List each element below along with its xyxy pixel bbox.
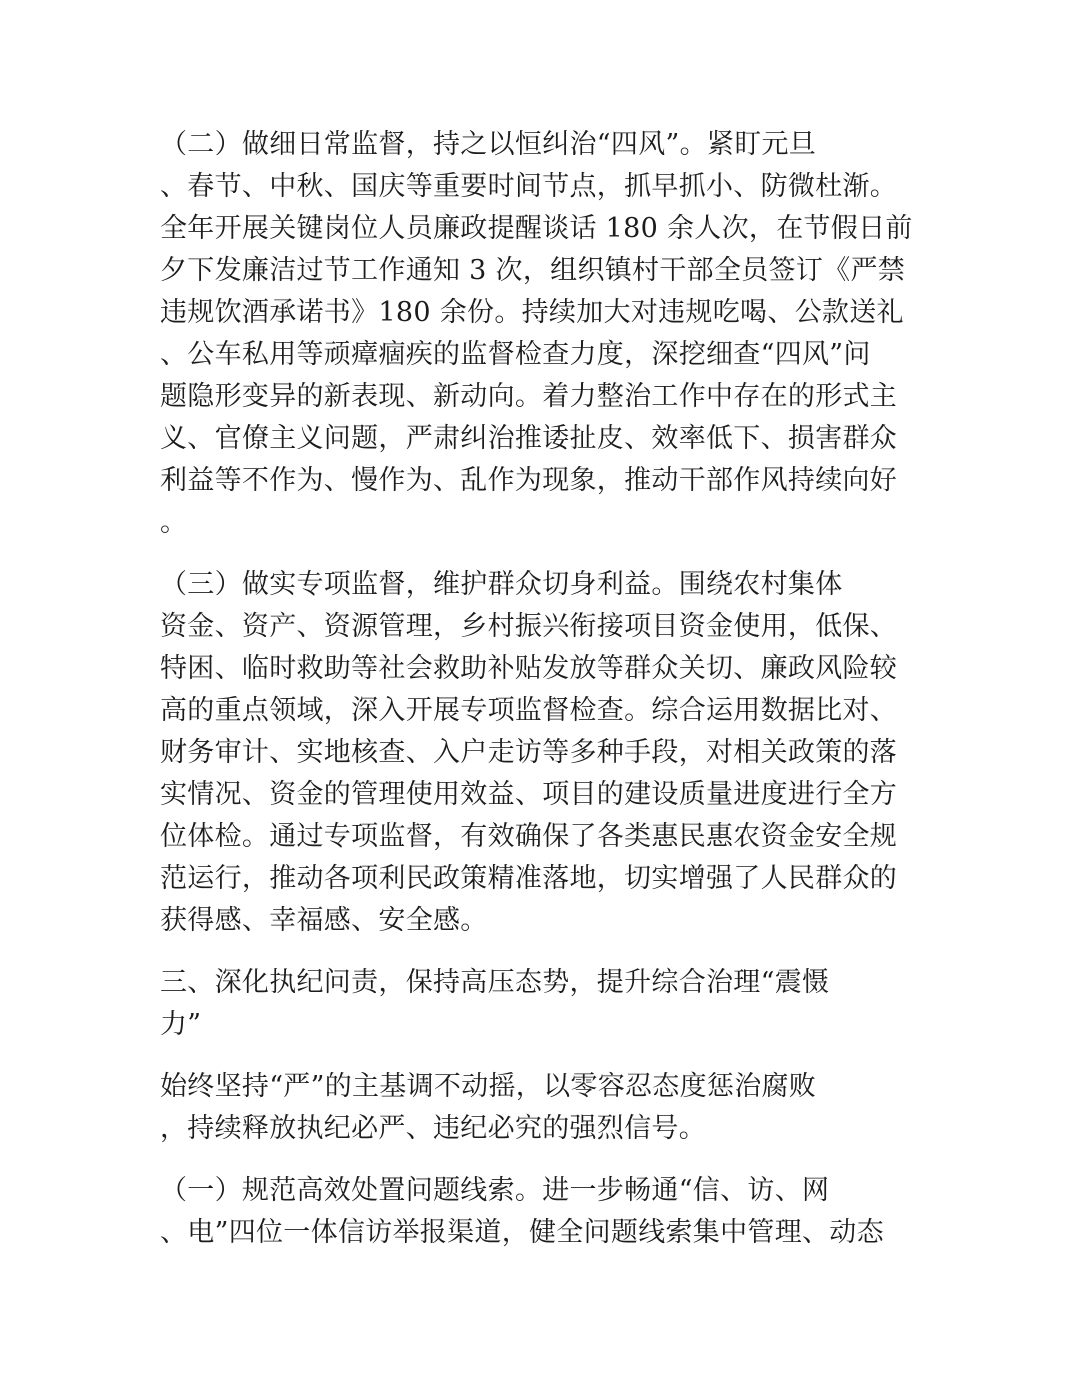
paragraph-line: 始终坚持“严”的主基调不动摇，以零容忍态度惩治腐败 [160, 1071, 817, 1102]
paragraph-line: （一）规范高效处置问题线索。进一步畅通“信、访、网 [160, 1175, 830, 1206]
paragraph-line: 义、官僚主义问题，严肃纠治推诿扯皮、效率低下、损害群众 [160, 423, 898, 454]
paragraph-line: 高的重点领域，深入开展专项监督检查。综合运用数据比对、 [160, 695, 898, 726]
section-heading-line: 三、深化执纪问责，保持高压态势，提升综合治理“震慑 [160, 967, 830, 998]
paragraph-line: 特困、临时救助等社会救助补贴发放等群众关切、廉政风险较 [160, 653, 898, 684]
paragraph-line: 题隐形变异的新表现、新动向。着力整治工作中存在的形式主 [160, 381, 898, 412]
paragraph-line: 全年开展关键岗位人员廉政提醒谈话 180 余人次，在节假日前 [160, 213, 913, 244]
paragraph-line: 位体检。通过专项监督，有效确保了各类惠民惠农资金安全规 [160, 821, 898, 852]
paragraph-line: 资金、资产、资源管理，乡村振兴衔接项目资金使用，低保、 [160, 611, 898, 642]
paragraph-line: 。 [160, 507, 188, 538]
section-heading-line: 力” [160, 1009, 202, 1040]
paragraph-line: 获得感、幸福感、安全感。 [160, 905, 488, 936]
paragraph-line: 利益等不作为、慢作为、乱作为现象，推动干部作风持续向好 [160, 465, 898, 496]
paragraph-line: 、电”四位一体信访举报渠道，健全问题线索集中管理、动态 [160, 1217, 884, 1248]
paragraph-line: 范运行，推动各项利民政策精准落地，切实增强了人民群众的 [160, 863, 898, 894]
paragraph-line: （三）做实专项监督，维护群众切身利益。围绕农村集体 [160, 569, 843, 600]
paragraph-line: 违规饮酒承诺书》180 余份。持续加大对违规吃喝、公款送礼 [160, 297, 904, 328]
paragraph-line: 财务审计、实地核查、入户走访等多种手段，对相关政策的落 [160, 737, 898, 768]
paragraph-line: ，持续释放执纪必严、违纪必究的强烈信号。 [160, 1113, 706, 1144]
paragraph-line: 夕下发廉洁过节工作通知 3 次，组织镇村干部全员签订《严禁 [160, 255, 906, 286]
paragraph-line: （二）做细日常监督，持之以恒纠治“四风”。紧盯元旦 [160, 129, 817, 160]
paragraph-line: 、公车私用等顽瘴痼疾的监督检查力度，深挖细查“四风”问 [160, 339, 871, 370]
paragraph-line: 实情况、资金的管理使用效益、项目的建设质量进度进行全方 [160, 779, 898, 810]
paragraph-line: 、春节、中秋、国庆等重要时间节点，抓早抓小、防微杜渐。 [160, 171, 898, 202]
